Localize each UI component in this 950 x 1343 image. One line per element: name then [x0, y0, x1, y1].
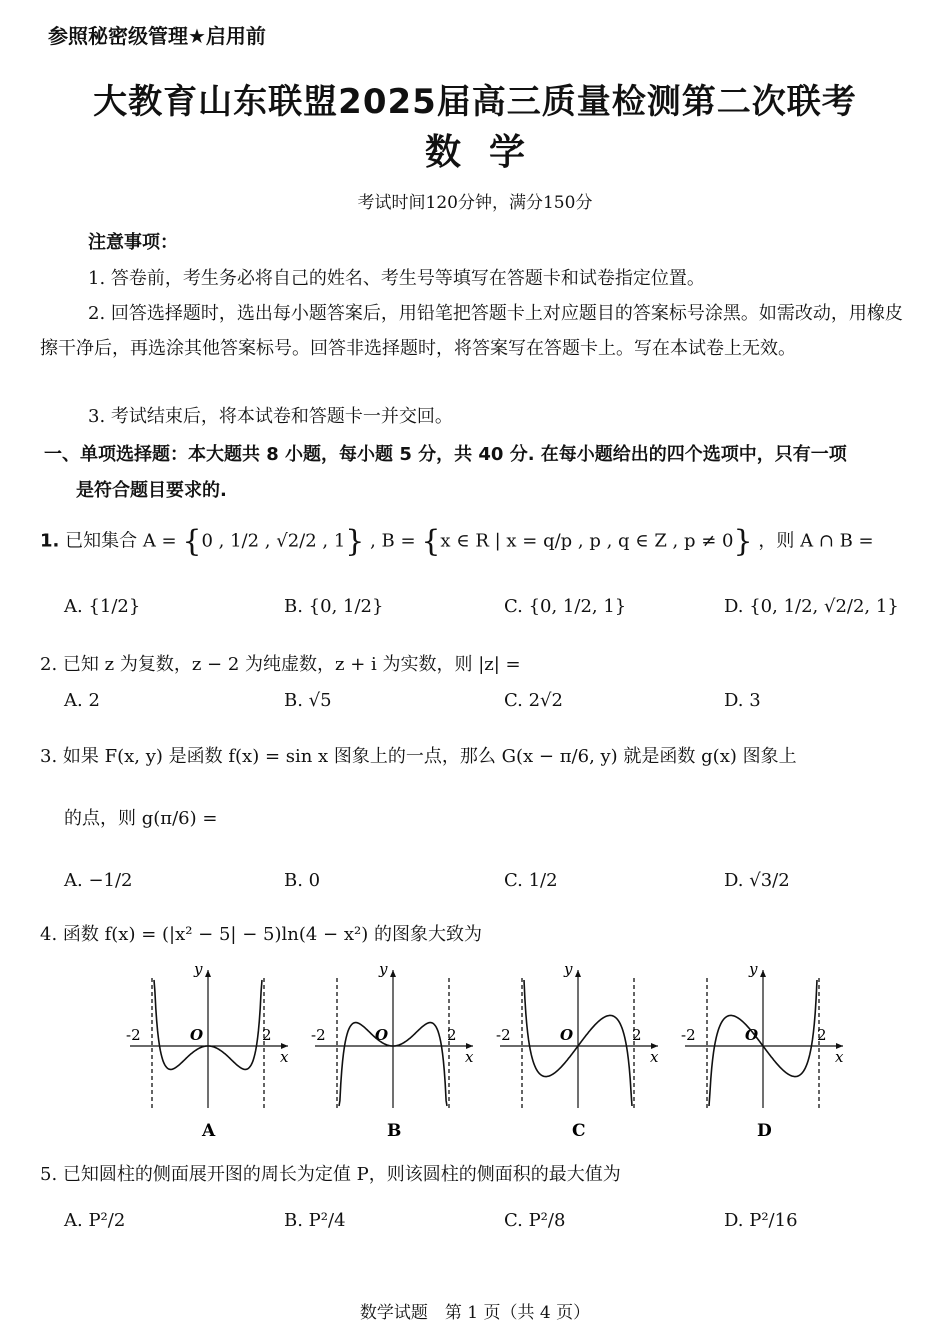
- origin-label: O: [190, 1026, 204, 1044]
- q3-option-d[interactable]: D. √3/2: [724, 870, 790, 891]
- q1-option-a[interactable]: A. {1/2}: [64, 596, 141, 617]
- q4-graphs: [118, 958, 858, 1143]
- origin-label: O: [375, 1026, 389, 1044]
- y-axis-arrow: [205, 970, 211, 977]
- tick-label-right: 2: [817, 1026, 827, 1044]
- graph-label-b: B: [387, 1121, 402, 1141]
- q1-option-b[interactable]: B. {0, 1/2}: [284, 596, 384, 617]
- y-axis-label: y: [749, 960, 758, 978]
- q5-option-b[interactable]: B. P²/4: [284, 1210, 346, 1231]
- origin-label: O: [560, 1026, 574, 1044]
- q1-suffix: ，则 A ∩ B =: [758, 530, 874, 552]
- question-1-stem: 1. 已知集合 A = {0 , 1/2 , √2/2 , 1} , B = {x ∈ R | x = q/p , p , q ∈ Z , p ≠ 0} ，则 A ∩ B =: [40, 524, 874, 559]
- q1-mid: , B =: [370, 530, 416, 552]
- y-axis-arrow: [575, 970, 581, 977]
- tick-label-left: -2: [126, 1026, 141, 1044]
- q5-option-d[interactable]: D. P²/16: [724, 1210, 798, 1231]
- question-number: 1.: [40, 530, 60, 552]
- notice-item-3: 3. 考试结束后，将本试卷和答题卡一并交回。: [88, 406, 453, 427]
- graph-label-a: A: [202, 1121, 216, 1141]
- tick-label-right: 2: [262, 1026, 272, 1044]
- q3-option-c[interactable]: C. 1/2: [504, 870, 558, 891]
- q5-option-c[interactable]: C. P²/8: [504, 1210, 566, 1231]
- q3-option-b[interactable]: B. 0: [284, 870, 321, 891]
- graph-label-d: D: [757, 1121, 772, 1141]
- x-axis-label: x: [465, 1048, 474, 1066]
- exam-time-info: 考试时间120分钟，满分150分: [357, 193, 593, 213]
- q2-option-d[interactable]: D. 3: [724, 690, 761, 711]
- x-axis-label: x: [835, 1048, 844, 1066]
- x-axis-label: x: [280, 1048, 289, 1066]
- tick-label-left: -2: [496, 1026, 511, 1044]
- q2-option-c[interactable]: C. 2√2: [504, 690, 563, 711]
- y-axis-arrow: [760, 970, 766, 977]
- tick-label-right: 2: [632, 1026, 642, 1044]
- question-2-stem: 2. 已知 z 为复数，z − 2 为纯虚数，z + i 为实数，则 |z| =: [40, 654, 521, 675]
- tick-label-left: -2: [681, 1026, 696, 1044]
- q1-set-b: x ∈ R | x = q/p , p , q ∈ Z , p ≠ 0: [440, 530, 734, 552]
- q2-option-b[interactable]: B. √5: [284, 690, 332, 711]
- question-3-stem-line1: 3. 如果 F(x, y) 是函数 f(x) = sin x 图象上的一点，那么 G(x − π/6, y) 就是函数 g(x) 图象上: [40, 746, 797, 767]
- q1-prefix: 已知集合 A =: [65, 530, 177, 552]
- question-3-stem-line2: 的点，则 g(π/6) =: [64, 808, 218, 829]
- notice-item-1: 1. 答卷前，考生务必将自己的姓名、考生号等填写在答题卡和试卷指定位置。: [88, 268, 705, 289]
- tick-label-right: 2: [447, 1026, 457, 1044]
- origin-label: O: [745, 1026, 759, 1044]
- y-axis-label: y: [564, 960, 573, 978]
- question-4-stem: 4. 函数 f(x) = (|x² − 5| − 5)ln(4 − x²) 的图象大致为: [40, 924, 482, 945]
- q1-option-c[interactable]: C. {0, 1/2, 1}: [504, 596, 627, 617]
- q5-option-a[interactable]: A. P²/2: [64, 1210, 126, 1231]
- notice-item-2: 2. 回答选择题时，选出每小题答案后，用铅笔把答题卡上对应题目的答案标号涂黑。如需改动，用橡皮擦干净后，再选涂其他答案标号。回答非选择题时，将答案写在答题卡上。写在本试卷上无效。: [40, 303, 903, 359]
- section-heading-line1: 一、单项选择题：本大题共 8 小题，每小题 5 分，共 40 分. 在每小题给出的四个选项中，只有一项: [44, 444, 847, 465]
- q1-set-a: 0 , 1/2 , √2/2 , 1: [201, 530, 346, 552]
- y-axis-arrow: [390, 970, 396, 977]
- notice-heading: 注意事项：: [88, 232, 178, 253]
- question-5-stem: 5. 已知圆柱的侧面展开图的周长为定值 P，则该圆柱的侧面积的最大值为: [40, 1164, 621, 1185]
- confidential-label: 参照秘密级管理★启用前: [48, 24, 266, 48]
- exam-title: 大教育山东联盟2025届高三质量检测第二次联考: [93, 82, 857, 122]
- q2-option-a[interactable]: A. 2: [64, 690, 100, 711]
- subject-title: 数学: [424, 132, 553, 173]
- page-footer: 数学试题 第 1 页（共 4 页）: [359, 1303, 591, 1323]
- y-axis-label: y: [379, 960, 388, 978]
- q1-option-d[interactable]: D. {0, 1/2, √2/2, 1}: [724, 596, 899, 617]
- y-axis-label: y: [194, 960, 203, 978]
- section-heading-line2: 是符合题目要求的.: [76, 480, 227, 501]
- x-axis-label: x: [650, 1048, 659, 1066]
- q3-option-a[interactable]: A. −1/2: [64, 870, 133, 891]
- tick-label-left: -2: [311, 1026, 326, 1044]
- graph-label-c: C: [572, 1121, 586, 1141]
